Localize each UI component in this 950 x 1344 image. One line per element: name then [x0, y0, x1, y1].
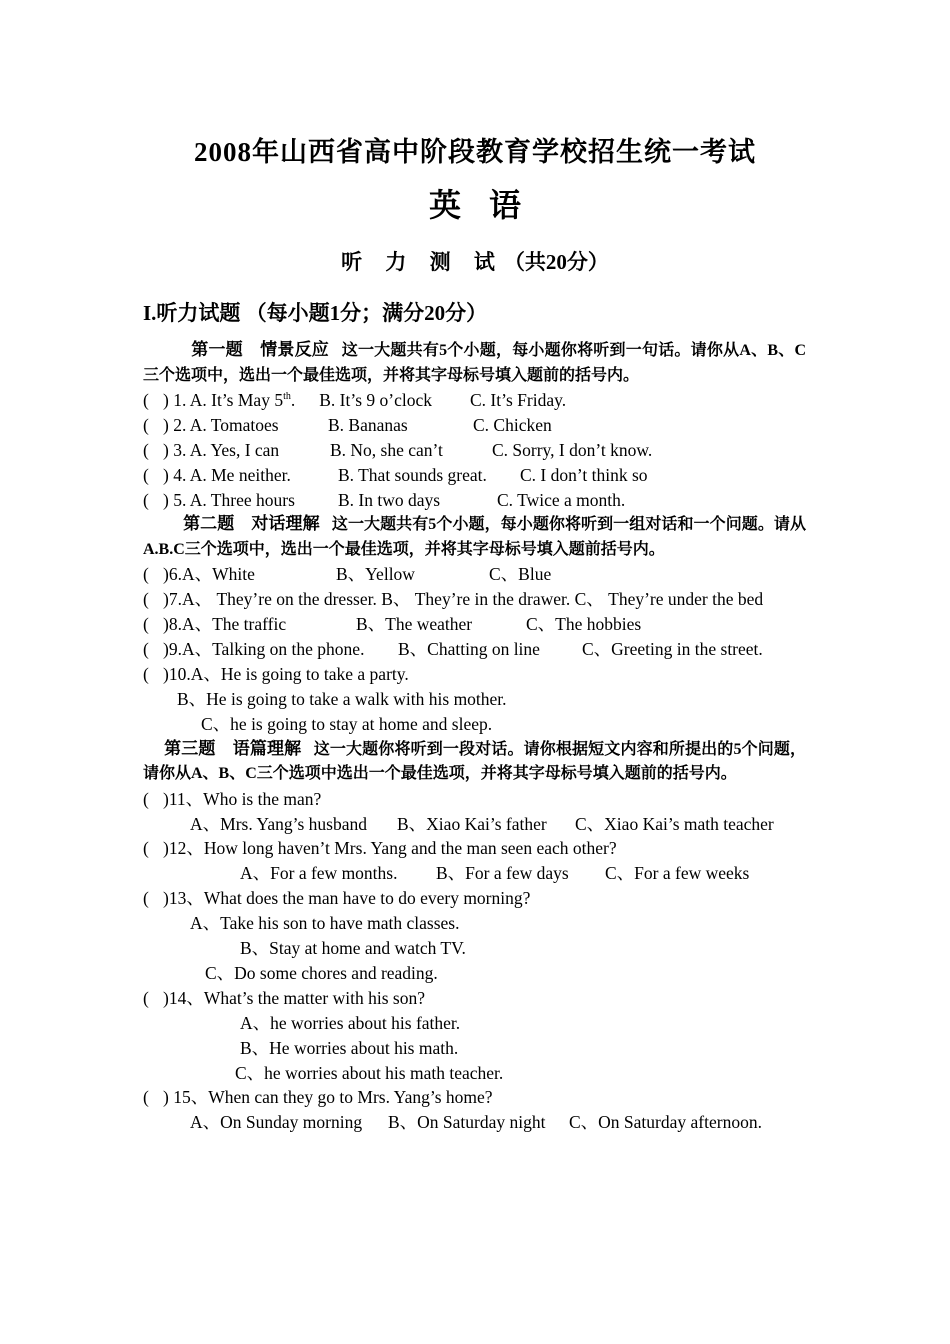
part1-text: 这一大题共有5个小题，每小题你将听到一句话。请你从A、B、C三个选项中，选出一个最佳选项，并将其字母标号填入题前的括号内。 — [143, 342, 807, 384]
question-14-option-c: C、he worries about his math teacher. — [235, 1062, 504, 1083]
question-13-option-c: C、Do some chores and reading. — [205, 962, 438, 983]
part2-heading: 第二题 对话理解 — [183, 514, 320, 534]
part2-text: 这一大题共有5个小题，每小题你将听到一组对话和一个问题。请从A.B.C三个选项中，选出一个最佳选项，并将其字母标号填入题前括号内。 — [143, 516, 806, 558]
part3-text: 这一大题你将听到一段对话。请你根据短文内容和所提出的5个问题，请你从A、B、C三个选项中选出一个最佳选项，并将其字母标号填入题前的括号内。 — [143, 740, 807, 783]
exam-title: 2008年山西省高中阶段教育学校招生统一考试 — [194, 137, 756, 167]
question-3: ( ) 3. A. Yes, I can B. No, she can’t C. Sorry, I don’t know. — [143, 439, 653, 460]
question-14-option-b: B、He worries about his math. — [240, 1037, 459, 1058]
part2-instruction — [143, 512, 806, 562]
question-7: ( )7.A、 They’re on the dresser. B、 They’re in the drawer. C、 They’re under the bed — [143, 589, 764, 610]
question-11-options: A、Mrs. Yang’s husband B、Xiao Kai’s father C、Xiao Kai’s math teacher — [190, 813, 774, 834]
question-12-options: A、For a few months. B、For a few days C、For a few weeks — [240, 863, 750, 884]
question-body — [143, 338, 806, 1135]
question-15: ( ) 15、When can they go to Mrs. Yang’s home? — [143, 1087, 493, 1108]
question-13-option-a: A、Take his son to have math classes. — [190, 913, 460, 934]
part-score: （共20分） — [503, 250, 609, 274]
question-15-options: A、On Sunday morning B、On Saturday night C、On Saturday afternoon. — [190, 1112, 762, 1133]
question-14-option-a: A、he worries about his father. — [240, 1012, 461, 1033]
question-10: ( )10.A、He is going to take a party. — [143, 664, 409, 685]
part3-instruction — [143, 737, 806, 787]
question-1: ( ) 1. A. It’s May 5th. B. It’s 9 o’clock C. It’s Friday. — [143, 390, 567, 410]
question-10-option-b: B、He is going to take a walk with his mother. — [177, 688, 507, 709]
question-4: ( ) 4. A. Me neither. B. That sounds great. C. I don’t think so — [143, 464, 648, 485]
subject-char-1: 英 — [428, 187, 489, 223]
part1-heading: 第一题 情景反应 — [191, 340, 330, 359]
question-9: ( )9.A、Talking on the phone. B、Chatting on line C、Greeting in the street. — [143, 639, 763, 660]
subject-char-2: 语 — [489, 187, 522, 223]
subject-title — [0, 180, 950, 226]
question-13-option-b: B、Stay at home and watch TV. — [240, 938, 466, 959]
question-13: ( )13、What does the man have to do every morning? — [143, 888, 531, 909]
part3-heading: 第三题 语篇理解 — [164, 738, 302, 758]
question-8: ( )8.A、The traffic B、The weather C、The hobbies — [143, 614, 642, 635]
part1-instruction — [143, 338, 806, 388]
question-11: ( )11、Who is the man? — [143, 788, 322, 809]
question-6: ( )6.A、White B、Yellow C、Blue — [143, 564, 552, 585]
part-title — [0, 246, 950, 276]
question-10-option-c: C、he is going to stay at home and sleep. — [201, 713, 493, 734]
section-title: I.听力试题 （每小题1分；满分20分） — [143, 301, 488, 325]
part-label: 听 力 测 试 — [341, 250, 504, 274]
question-5: ( ) 5. A. Three hours B. In two days C. Twice a month. — [143, 489, 626, 510]
question-2: ( ) 2. A. Tomatoes B. Bananas C. Chicken — [143, 414, 552, 435]
question-12: ( )12、How long haven’t Mrs. Yang and the man seen each other? — [143, 838, 617, 859]
question-14: ( )14、What’s the matter with his son? — [143, 987, 425, 1008]
